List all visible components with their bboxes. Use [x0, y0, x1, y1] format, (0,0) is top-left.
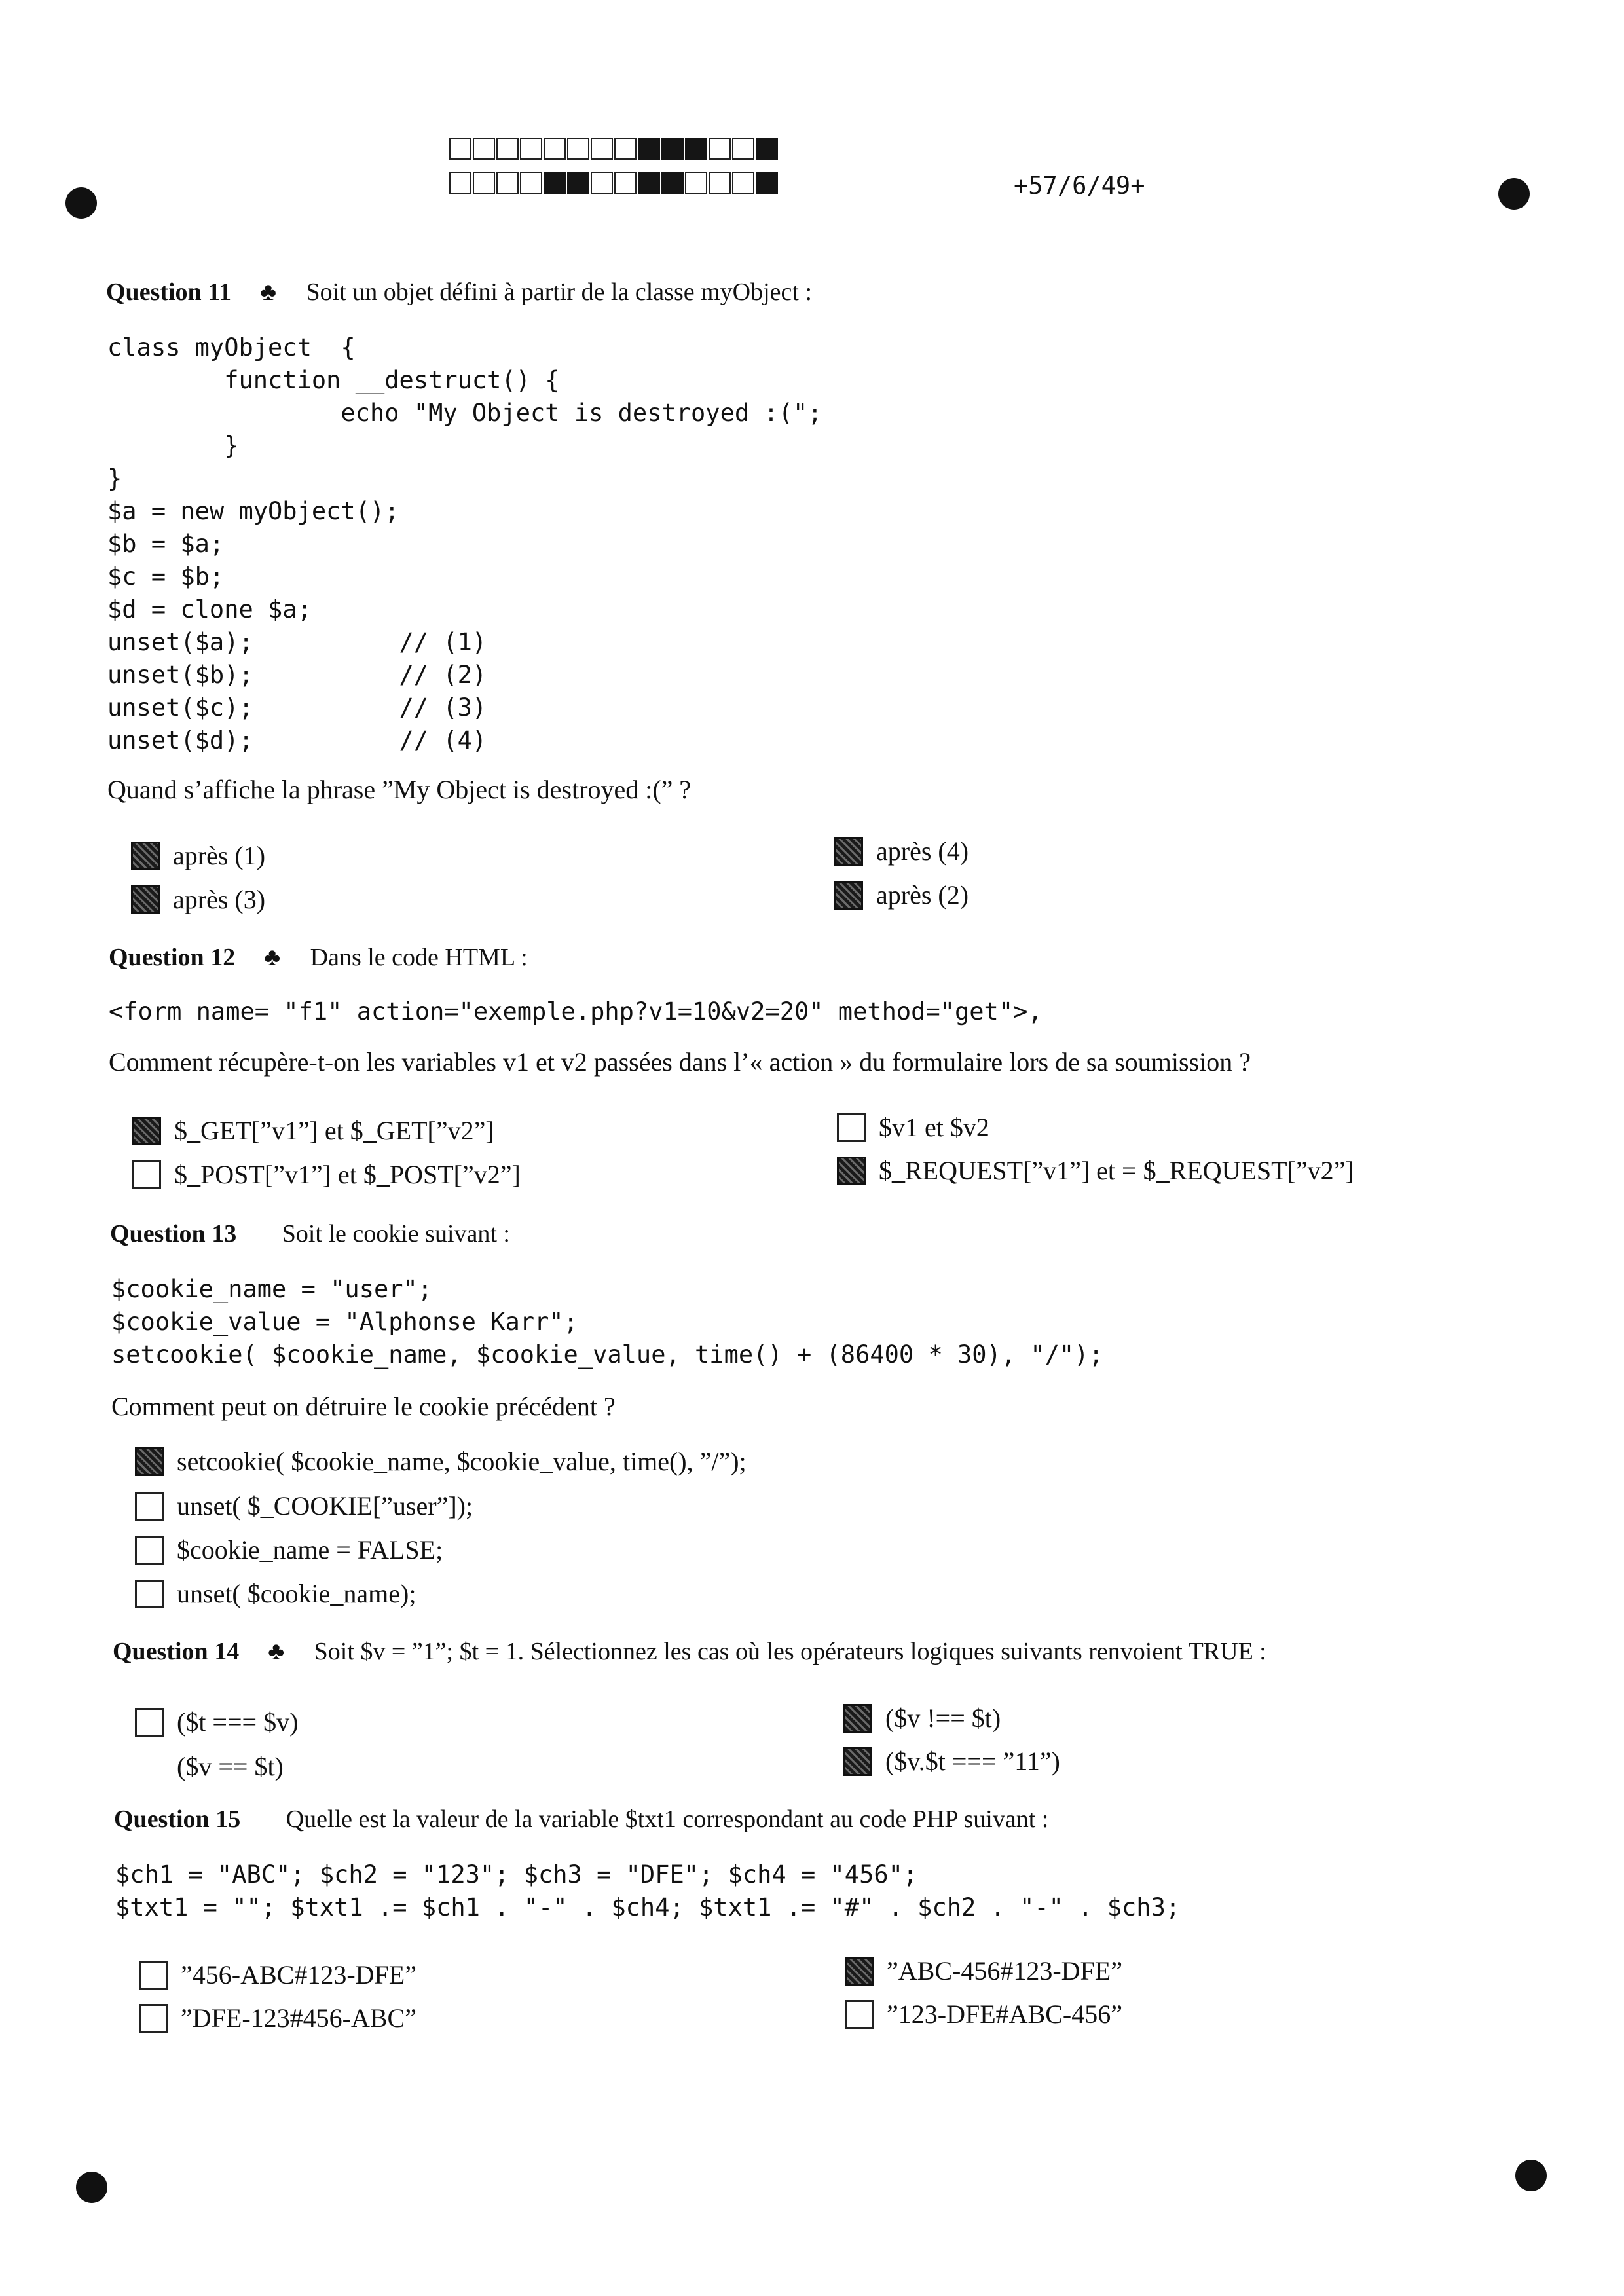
- code-block: <form name= "f1" action="exemple.php?v1=10&v2=20" method="get">,: [109, 997, 1043, 1026]
- checkbox-icon[interactable]: [843, 1704, 872, 1733]
- answer-option[interactable]: [135, 1491, 473, 1521]
- answer-label: après (3): [173, 885, 266, 914]
- code-block: $cookie_name = "user"; $cookie_value = "Alphonse Karr"; setcookie( $cookie_name, $cookie_value, time() + (86400 * 30), "/");: [111, 1275, 1103, 1369]
- club-icon: ♣: [260, 278, 277, 306]
- question-text: Soit $v = ”1”; $t = 1. Sélectionnez les cas où les opérateurs logiques suivants renvoient TRUE :: [314, 1638, 1266, 1665]
- answer-label: ($v.$t === ”11”): [885, 1747, 1060, 1776]
- barcode-cell: [661, 138, 684, 160]
- answer-option[interactable]: [132, 1159, 521, 1190]
- answer-label: ($v == $t): [177, 1752, 284, 1781]
- question-14-header: [113, 1637, 1266, 1666]
- checkbox-icon[interactable]: [834, 837, 863, 866]
- question-prompt: Comment peut on détruire le cookie précédent ?: [111, 1392, 616, 1421]
- barcode-cell: [449, 138, 471, 160]
- question-15-header: [114, 1805, 1048, 1834]
- checkbox-icon[interactable]: [135, 1752, 164, 1781]
- answer-label: $_POST[”v1”] et $_POST[”v2”]: [174, 1160, 521, 1189]
- question-text: Soit le cookie suivant :: [282, 1220, 510, 1248]
- checkbox-icon[interactable]: [135, 1447, 164, 1476]
- answer-label: après (2): [876, 880, 969, 910]
- barcode-cell: [709, 172, 731, 194]
- registration-mark-top-right: [1498, 178, 1530, 210]
- barcode-cell: [614, 172, 637, 194]
- checkbox-icon[interactable]: [135, 1492, 164, 1521]
- club-icon: ♣: [264, 944, 281, 971]
- barcode-cell: [732, 172, 754, 194]
- answer-option[interactable]: [135, 1707, 298, 1737]
- barcode-row-1: [449, 138, 779, 160]
- question-text: Soit un objet défini à partir de la classe myObject :: [306, 278, 812, 306]
- answer-option[interactable]: [843, 1746, 1060, 1777]
- code-block: class myObject { function __destruct() { echo "My Object is destroyed :("; } } $a = new myObject(); $b = $a; $c = $b; $d = clone $a; unset($a); // (1) unset($b); // (2) unset($c); // (3) unset($d); // (4): [107, 333, 822, 754]
- barcode-cell: [520, 138, 542, 160]
- answer-label: $cookie_name = FALSE;: [177, 1535, 443, 1565]
- barcode-cell: [614, 138, 637, 160]
- checkbox-icon[interactable]: [845, 1957, 874, 1986]
- answer-option[interactable]: [139, 1959, 416, 1990]
- answer-label: $v1 et $v2: [879, 1113, 989, 1142]
- barcode-cell: [685, 172, 707, 194]
- question-text: Quelle est la valeur de la variable $txt1 correspondant au code PHP suivant :: [286, 1805, 1049, 1833]
- barcode-cell: [638, 138, 660, 160]
- question-12-header: [109, 943, 528, 972]
- answer-option[interactable]: [837, 1112, 989, 1143]
- barcode-cell: [591, 172, 613, 194]
- barcode-cell: [638, 172, 660, 194]
- checkbox-icon[interactable]: [834, 881, 863, 910]
- barcode-cell: [496, 172, 519, 194]
- checkbox-icon[interactable]: [837, 1113, 866, 1142]
- barcode-cell: [567, 138, 589, 160]
- barcode-cell: [567, 172, 589, 194]
- sheet-id: +57/6/49+: [1014, 172, 1145, 200]
- answer-label: ”456-ABC#123-DFE”: [181, 1960, 416, 1990]
- answer-option[interactable]: [845, 1955, 1122, 1986]
- barcode-cell: [709, 138, 731, 160]
- barcode-cell: [449, 172, 471, 194]
- question-number: Question 15: [114, 1805, 241, 1833]
- question-prompt: Comment récupère-t-on les variables v1 et v2 passées dans l’« action » du formulaire lors de sa soumission ?: [109, 1047, 1251, 1077]
- barcode-cell: [473, 138, 495, 160]
- answer-label: après (4): [876, 836, 969, 866]
- answer-option[interactable]: [139, 2003, 416, 2033]
- barcode-cell: [756, 138, 778, 160]
- answer-option[interactable]: [132, 1115, 494, 1146]
- question-text: Dans le code HTML :: [310, 944, 528, 971]
- answer-option[interactable]: [135, 1578, 416, 1609]
- question-prompt: Quand s’affiche la phrase ”My Object is destroyed :(” ?: [107, 775, 692, 804]
- checkbox-icon[interactable]: [135, 1580, 164, 1608]
- barcode-cell: [685, 138, 707, 160]
- barcode-cell: [544, 172, 566, 194]
- question-number: Question 12: [109, 944, 236, 971]
- checkbox-icon[interactable]: [837, 1157, 866, 1185]
- registration-mark-bottom-right: [1515, 2160, 1547, 2191]
- answer-option[interactable]: [834, 880, 969, 910]
- answer-label: unset( $_COOKIE[”user”]);: [177, 1491, 473, 1521]
- barcode-cell: [473, 172, 495, 194]
- registration-mark-top-left: [65, 187, 97, 219]
- checkbox-icon[interactable]: [139, 2004, 168, 2033]
- answer-option[interactable]: [135, 1534, 443, 1565]
- barcode-cell: [520, 172, 542, 194]
- barcode-cell: [732, 138, 754, 160]
- barcode-cell: [496, 138, 519, 160]
- answer-label: $_GET[”v1”] et $_GET[”v2”]: [174, 1116, 494, 1145]
- answer-label: ”ABC-456#123-DFE”: [887, 1956, 1122, 1986]
- registration-mark-bottom-left: [76, 2172, 107, 2203]
- answer-label: après (1): [173, 841, 266, 870]
- answer-option[interactable]: [135, 1446, 747, 1477]
- question-11-header: [106, 278, 812, 306]
- checkbox-icon[interactable]: [135, 1536, 164, 1565]
- answer-option[interactable]: [131, 840, 265, 871]
- answer-label: ”123-DFE#ABC-456”: [887, 1999, 1122, 2029]
- question-number: Question 11: [106, 278, 232, 306]
- barcode-row-2: [449, 172, 779, 194]
- answer-label: ($t === $v): [177, 1707, 299, 1737]
- barcode-cell: [756, 172, 778, 194]
- checkbox-icon[interactable]: [845, 2000, 874, 2029]
- checkbox-icon[interactable]: [843, 1747, 872, 1776]
- question-number: Question 13: [110, 1220, 237, 1248]
- code-block: $ch1 = "ABC"; $ch2 = "123"; $ch3 = "DFE"; $ch4 = "456"; $txt1 = ""; $txt1 .= $ch1 . "-" . $ch4; $txt1 .= "#" . $ch2 . "-" . $ch3;: [115, 1861, 1181, 1921]
- checkbox-icon[interactable]: [132, 1117, 161, 1145]
- answer-option[interactable]: [845, 1999, 1122, 2029]
- answer-label: ($v !== $t): [885, 1703, 1001, 1733]
- answer-option[interactable]: [131, 884, 265, 915]
- question-number: Question 14: [113, 1638, 240, 1665]
- checkbox-icon[interactable]: [139, 1961, 168, 1990]
- answer-option[interactable]: [135, 1751, 284, 1782]
- answer-option[interactable]: [843, 1703, 1001, 1733]
- answer-label: ”DFE-123#456-ABC”: [181, 2003, 416, 2033]
- barcode-cell: [591, 138, 613, 160]
- checkbox-icon[interactable]: [131, 842, 160, 870]
- answer-option[interactable]: [837, 1155, 1354, 1186]
- answer-label: setcookie( $cookie_name, $cookie_value, time(), ”/”);: [177, 1447, 747, 1476]
- checkbox-icon[interactable]: [131, 885, 160, 914]
- club-icon: ♣: [268, 1638, 285, 1665]
- answer-label: unset( $cookie_name);: [177, 1579, 416, 1608]
- barcode-cell: [661, 172, 684, 194]
- barcode-cell: [544, 138, 566, 160]
- checkbox-icon[interactable]: [135, 1708, 164, 1737]
- checkbox-icon[interactable]: [132, 1160, 161, 1189]
- answer-option[interactable]: [834, 836, 969, 866]
- question-13-header: [110, 1219, 510, 1248]
- answer-label: $_REQUEST[”v1”] et = $_REQUEST[”v2”]: [879, 1156, 1354, 1185]
